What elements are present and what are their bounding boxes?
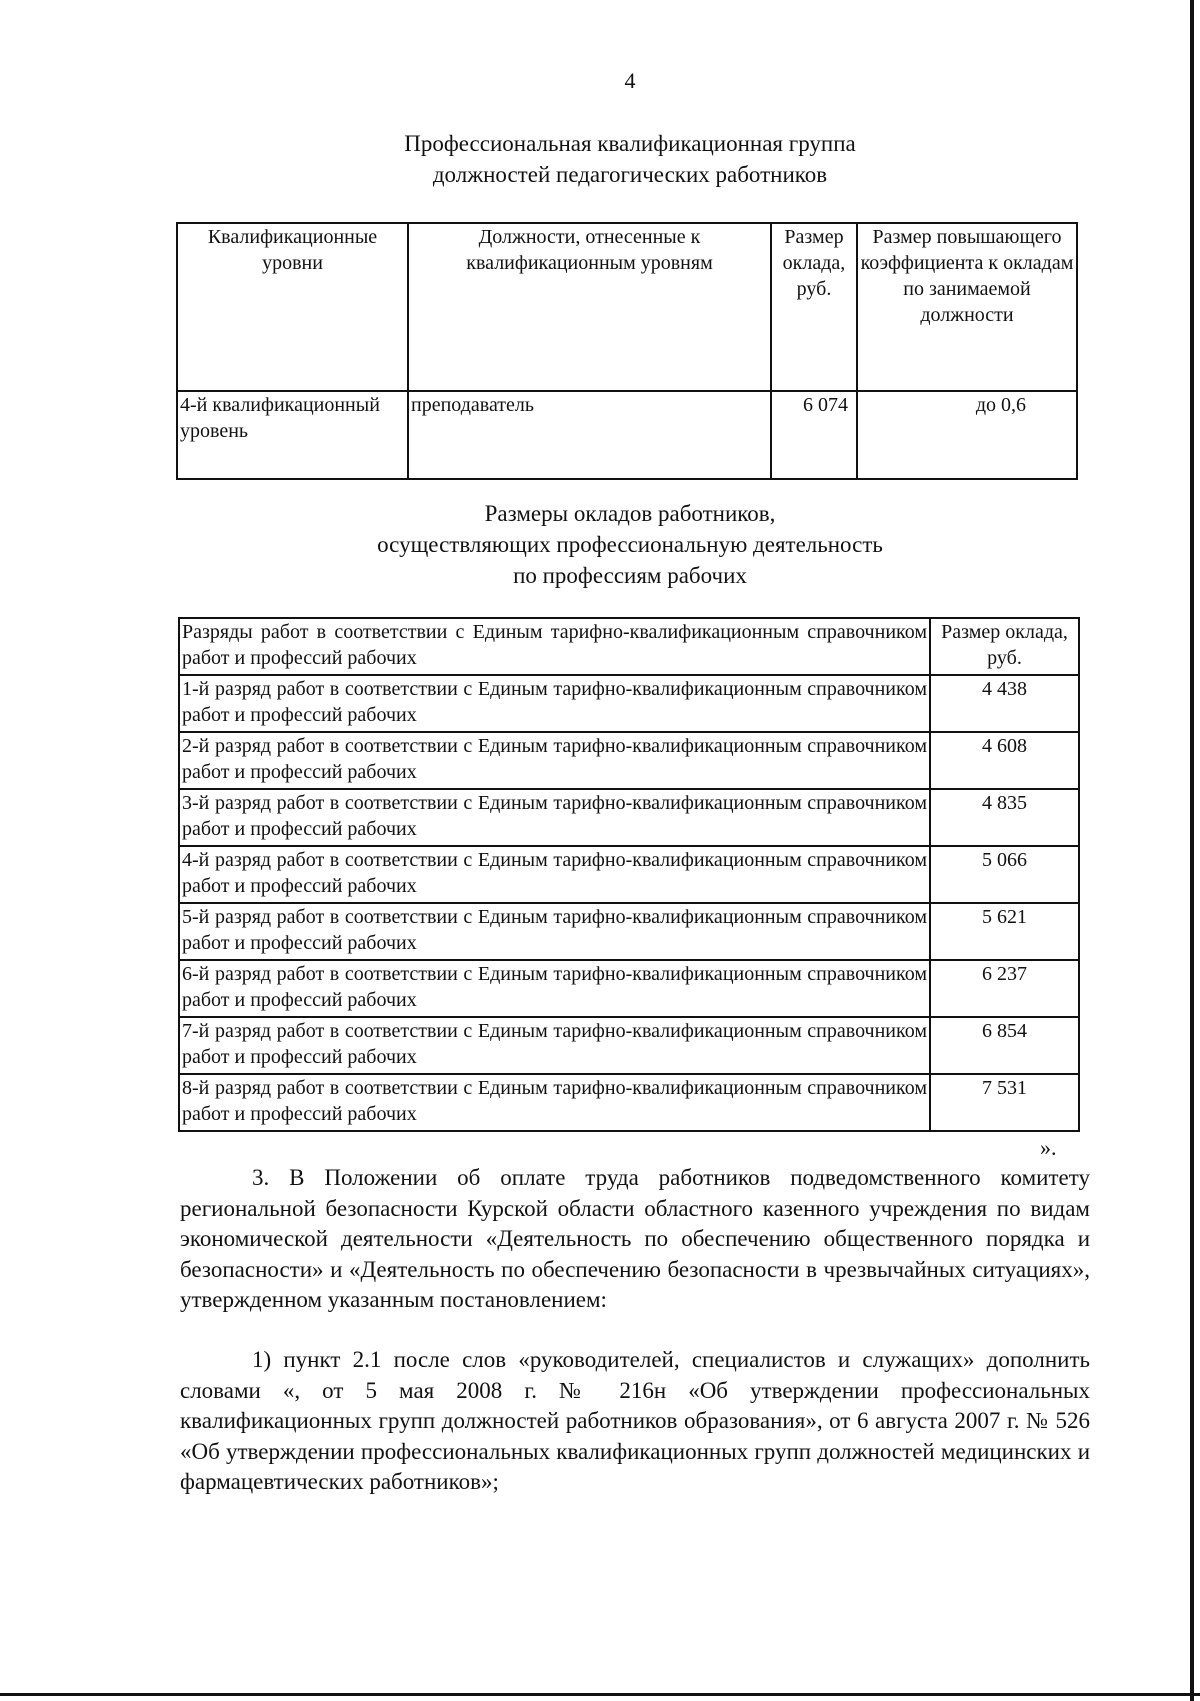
header-salary: Размер оклада, руб. [771, 223, 857, 391]
grade-salary: 5 621 [930, 903, 1079, 960]
section2-title-line1: Размеры окладов работников, [484, 501, 776, 526]
paragraph-3: 3. В Положении об оплате труда работников подведомственного комитету региональной безопасности Курской области областного казенного учреждения по видам экономической деятельности «Деятельность по обеспечению общественного порядка и безопасности» и «Деятельность по обеспечению безопасности в чрезвычайных ситуациях», утвержденном указанным постановлением: [180, 1165, 1090, 1312]
page-number: 4 [624, 68, 636, 93]
header-salary: Размер оклада, руб. [930, 618, 1079, 675]
scan-edge-bottom [0, 1693, 1200, 1696]
section2-title-line3: по профессиям рабочих [513, 563, 747, 588]
grade-salary: 5 066 [930, 846, 1079, 903]
header-coefficient: Размер повышающего коэффициента к окладам по занимаемой должности [857, 223, 1077, 391]
section1-title-line2: должностей педагогических работников [432, 162, 828, 187]
scan-edge-right [1190, 0, 1194, 1701]
grade-label: 5-й разряд работ в соответствии с Единым тарифно-квалификационным справочником работ и профессий рабочих [179, 903, 930, 960]
workers-salary-table [178, 617, 1080, 1132]
salary-cell: 6 074 [771, 391, 857, 479]
header-grades: Разряды работ в соответствии с Единым тарифно-квалификационным справочником работ и профессий рабочих [179, 618, 930, 675]
grade-salary: 6 237 [930, 960, 1079, 1017]
grade-label: 8-й разряд работ в соответствии с Единым тарифно-квалификационным справочником работ и профессий рабочих [179, 1074, 930, 1131]
grade-salary: 4 438 [930, 675, 1079, 732]
table-row [179, 903, 1079, 960]
section1-title [0, 128, 1200, 190]
section2-title [0, 498, 1200, 591]
table-row [177, 391, 1077, 479]
table-header-row [177, 223, 1077, 391]
header-positions: Должности, отнесенные к квалификационным уровням [408, 223, 771, 391]
table-row [179, 732, 1079, 789]
table-row [179, 1074, 1079, 1131]
table-header-row [179, 618, 1079, 675]
position-cell: преподаватель [408, 391, 771, 479]
grade-label: 3-й разряд работ в соответствии с Единым тарифно-квалификационным справочником работ и профессий рабочих [179, 789, 930, 846]
grade-salary: 4 835 [930, 789, 1079, 846]
table-row [179, 846, 1079, 903]
grade-label: 2-й разряд работ в соответствии с Единым тарифно-квалификационным справочником работ и профессий рабочих [179, 732, 930, 789]
coefficient-cell: до 0,6 [857, 391, 1077, 479]
qualification-level-cell: 4-й квалификационный уровень [177, 391, 408, 479]
closing-quote: ». [1040, 1135, 1057, 1160]
header-qualification-levels: Квалификационные уровни [177, 223, 408, 391]
section1-title-line1: Профессиональная квалификационная группа [404, 131, 856, 156]
table-row [179, 1017, 1079, 1074]
subparagraph-1: 1) пункт 2.1 после слов «руководителей, специалистов и служащих» дополнить словами «, от 5 мая 2008 г. № 216н «Об утверждении профессиональных квалификационных групп должностей работников образования», от 6 августа 2007 г. № 526 «Об утверждении профессиональных квалификационных групп должностей медицинских и фармацевтических работников»; [180, 1347, 1090, 1494]
grade-label: 1-й разряд работ в соответствии с Единым тарифно-квалификационным справочником работ и профессий рабочих [179, 675, 930, 732]
grade-label: 6-й разряд работ в соответствии с Единым тарифно-квалификационным справочником работ и профессий рабочих [179, 960, 930, 1017]
table-row [179, 675, 1079, 732]
grade-label: 4-й разряд работ в соответствии с Единым тарифно-квалификационным справочником работ и профессий рабочих [179, 846, 930, 903]
section2-title-line2: осуществляющих профессиональную деятельность [377, 532, 883, 557]
grade-salary: 6 854 [930, 1017, 1079, 1074]
pedagogical-positions-table [176, 222, 1078, 480]
grade-label: 7-й разряд работ в соответствии с Единым тарифно-квалификационным справочником работ и профессий рабочих [179, 1017, 930, 1074]
grade-salary: 4 608 [930, 732, 1079, 789]
table-row [179, 960, 1079, 1017]
table-row [179, 789, 1079, 846]
grade-salary: 7 531 [930, 1074, 1079, 1131]
